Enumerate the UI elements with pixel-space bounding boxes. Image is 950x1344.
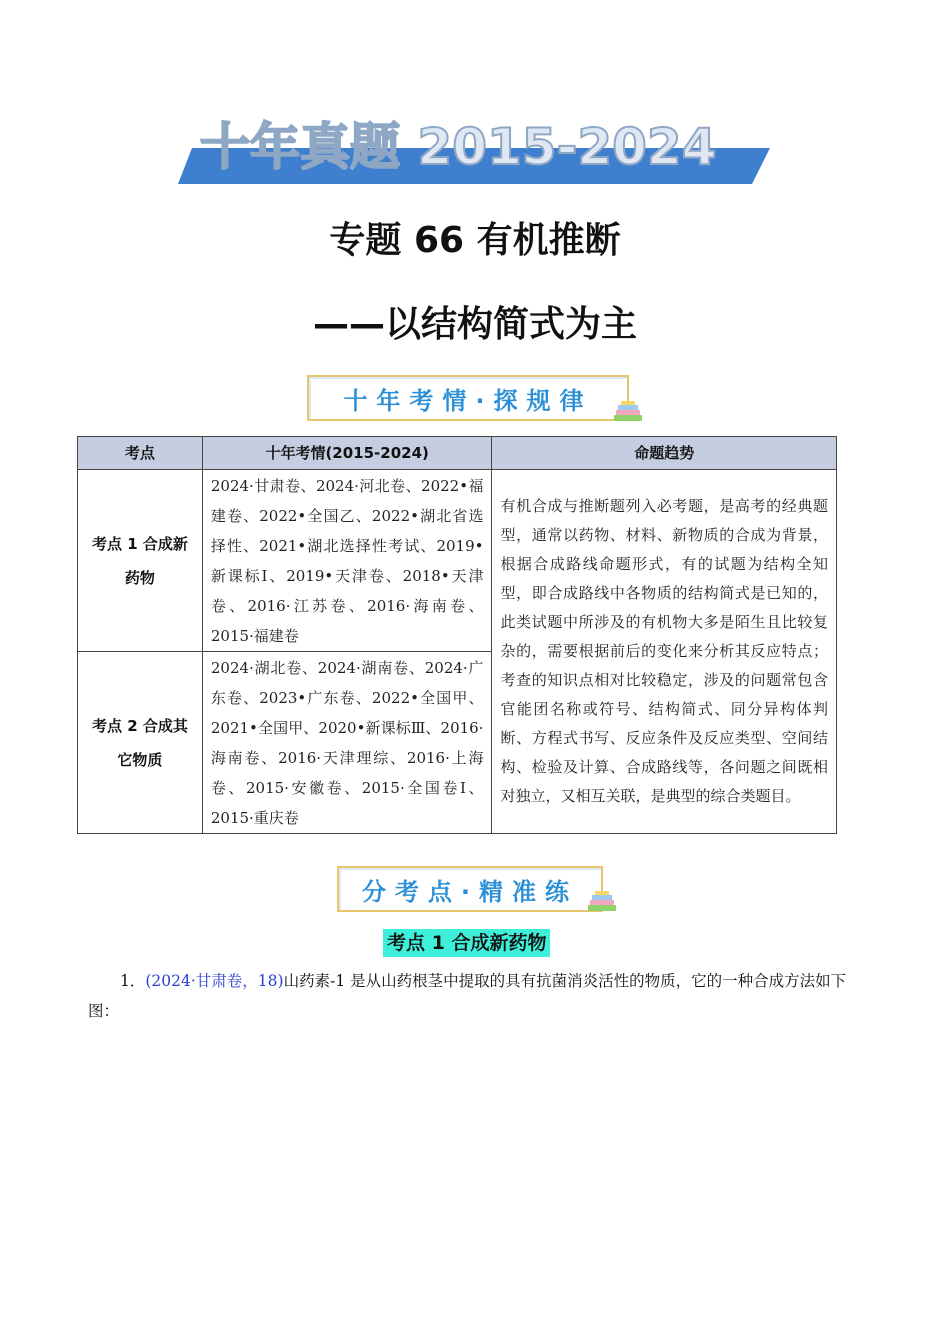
header-trend: 命题趋势 [492,437,837,470]
trend-cell: 有机合成与推断题列入必考题，是高考的经典题型，通常以药物、材料、新物质的合成为背景，根据合成路线命题形式，有的试题为结构全知型，即合成路线中各物质的结构简式是已知的，此类试题中所涉及的有机物大多是陌生且比较复杂的，需要根据前后的变化来分析其反应特点；考查的知识点相对比较稳定，涉及的问题常包含官能团名称或符号、结构简式、同分异构体判断、方程式书写、反应条件及反应类型、空间结构、检验及计算、合成路线等，各问题之间既相对独立，又相互关联，是典型的综合类题目。 [492,470,837,834]
table-row [78,470,837,652]
books-icon [586,890,618,914]
header-point: 考点 [78,437,203,470]
section-label-practice: 分考点·精准练 [337,866,603,912]
books-icon [612,400,644,424]
section-label-trends: 十年考情·探规律 [307,375,629,421]
point-cell: 考点 2 合成其它物质 [78,652,203,834]
header-years: 十年考情(2015-2024) [202,437,492,470]
question-text: 山药素-1 是从山药根茎中提取的具有抗菌消炎活性的物质，它的一种合成方法如下图： [88,972,847,1020]
page-title: 专题 66 有机推断 [329,220,621,261]
question-1 [88,966,856,1026]
years-cell: 2024·甘肃卷、2024·河北卷、2022•福建卷、2022•全国乙、2022•湖北省选择性、2021•湖北选择性考试、2019•新课标Ⅰ、2019•天津卷、2018•天津卷、2016·江苏卷、2016·海南卷、2015·福建卷 [202,470,492,652]
page-subtitle: ——以结构简式为主 [312,304,637,345]
banner-text: 十年真题 2015-2024 [200,118,717,176]
point-cell: 考点 1 合成新药物 [78,470,203,652]
question-source: (2024·甘肃卷，18) [145,972,284,990]
banner [178,108,770,186]
question-number: 1． [120,972,146,990]
table-header-row [78,437,837,470]
subheading: 考点 1 合成新药物 [383,929,550,957]
exam-table [77,436,837,834]
years-cell: 2024·湖北卷、2024·湖南卷、2024·广东卷、2023•广东卷、2022•全国甲、2021•全国甲、2020•新课标Ⅲ、2016·海南卷、2016·天津理综、2016·上海卷、2015·安徽卷、2015·全国卷Ⅰ、2015·重庆卷 [202,652,492,834]
